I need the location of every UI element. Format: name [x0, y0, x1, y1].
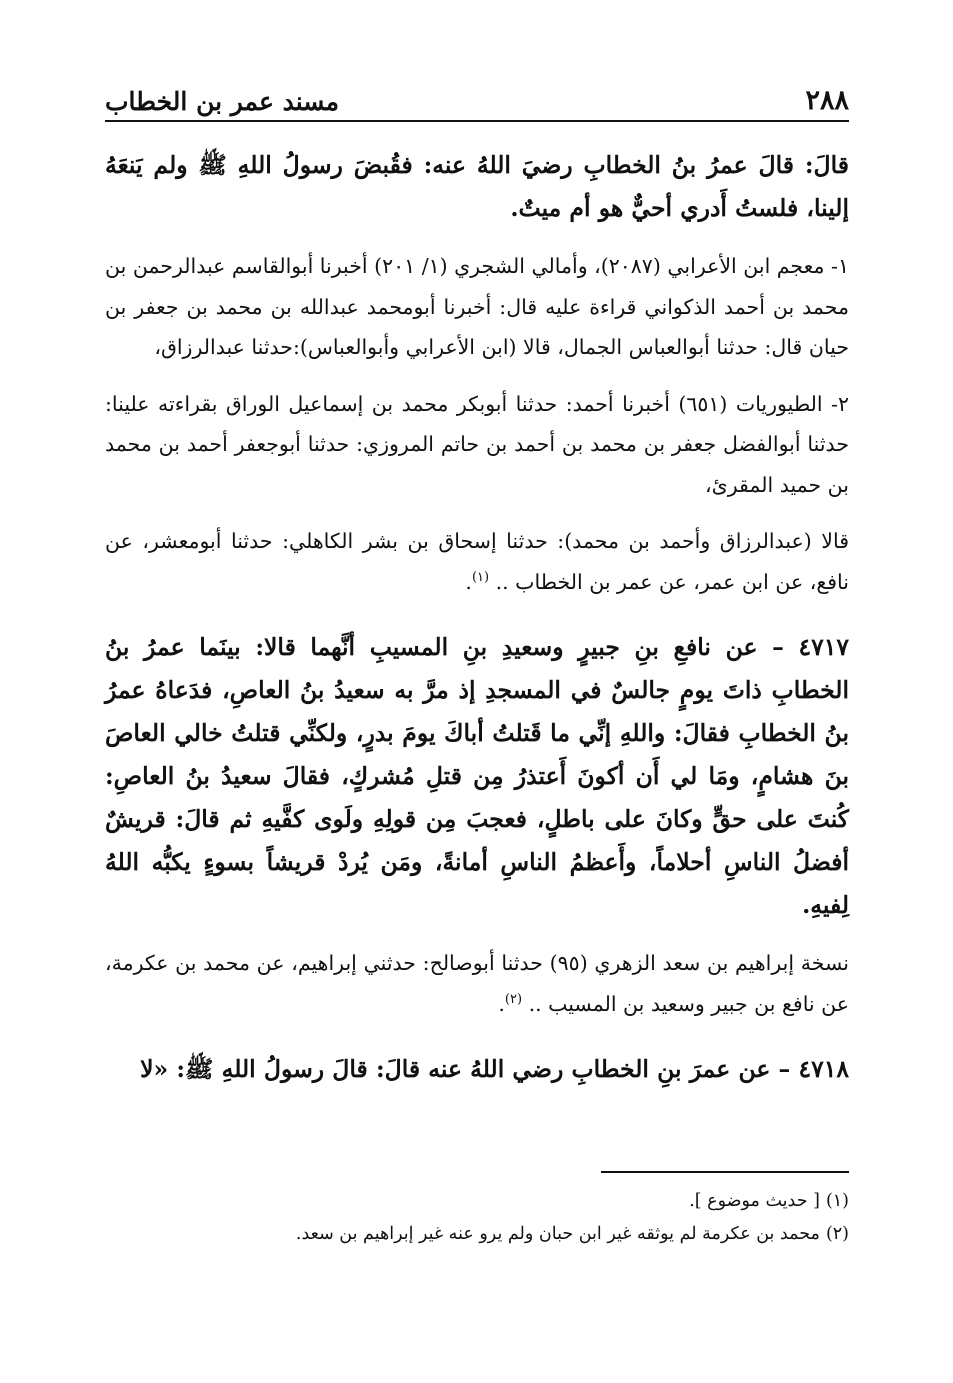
paragraph-text: قالَ: قالَ عمرُ بنُ الخطابِ رضيَ اللهُ عنه: فقُبضَ رسولُ اللهِ ﷺ ولم يَنعَهُ إلينا، فلستُ أَدري أحيٌّ هو أم ميتٌ. [105, 151, 849, 222]
running-title: مسند عمر بن الخطاب [105, 87, 339, 116]
footnote-reference: (١) [471, 569, 490, 585]
footnote-reference: (٢) [504, 991, 523, 1007]
hadith-4718 [105, 1048, 849, 1091]
source-paragraph [105, 246, 849, 368]
paragraph-end: . [465, 569, 472, 594]
paragraph-text: نسخة إبراهيم بن سعد الزهري (٩٥) حدثنا أبوصالح: حدثني إبراهيم، عن محمد بن عكرمة، عن نافع بن جبير وسعيد بن المسيب .. [105, 951, 850, 1016]
hadith-number: ٤٧١٧ [798, 633, 849, 661]
footnote-number: (٢) [825, 1224, 849, 1244]
paragraph-text: – عن عمرَ بنِ الخطابِ رضي اللهُ عنه قالَ: قالَ رسولُ اللهِ ﷺ: «لا [140, 1055, 799, 1083]
footnote-text: محمد بن عكرمة لم يوثقه غير ابن حبان ولم يرو عنه غير إبراهيم بن سعد. [295, 1224, 820, 1244]
hadith-4717 [105, 626, 849, 927]
footnote-number: (١) [825, 1191, 849, 1211]
footnote-text: [ حديث موضوع ]. [689, 1191, 820, 1211]
paragraph-text: قالا (عبدالرزاق وأحمد بن محمد): حدثنا إسحاق بن بشر الكاهلي: حدثنا أبومعشر، عن نافع، عن ابن عمر، عن عمر بن الخطاب .. [105, 529, 849, 594]
paragraph-text: ١- معجم ابن الأعرابي (٢٠٨٧)، وأمالي الشجري (١/ ٢٠١) أخبرنا أبوالقاسم عبدالرحمن بن محمد بن أحمد الذكواني قراءة عليه قال: أخبرنا أبومحمد عبدالله بن محمد بن جعفر بن حيان قال: حدثنا أبوالعباس الجمال، قالا (ابن الأعرابي وأبوالعباس):حدثنا عبدالرزاق، [105, 254, 849, 359]
footnote-item [105, 1185, 849, 1218]
footnote-divider [601, 1171, 849, 1173]
source-paragraph [105, 943, 849, 1024]
footnotes [105, 1185, 849, 1251]
page [105, 78, 850, 1244]
paragraph-text: – عن نافعِ بنِ جبيرٍ وسعيدِ بنِ المسيبِ أنَّهما قالا: بينَما عمرُ بنُ الخطابِ ذاتَ يومٍ جالسٌ في المسجدِ إذ مرَّ به سعيدُ بنُ العاصِ، فدَعاهُ عمرُ بنُ الخطابِ فقالَ: واللهِ إنِّي ما قَتلتُ أباكَ يومَ بدرٍ، ولكنِّي قتلتُ خالي العاصَ بنَ هشامٍ، ومَا لي أَن أكونَ أَعتذرُ مِن قتلِ مُشركٍ، فقالَ سعيدُ بنُ العاصِ: كُنتَ على حقٍّ وكانَ على باطلٍ، فعجبَ مِن قولِهِ ولَوى كفَّيهِ ثم قالَ: قريشٌ أفضلُ الناسِ أحلاماً، وأَعظمُ الناسِ أمانةً، ومَن يُردْ قريشاً بسوءٍ يكبُّه اللهُ لِفيهِ. [105, 633, 849, 919]
page-body [105, 144, 849, 1091]
source-paragraph [105, 521, 849, 602]
source-paragraph [105, 384, 849, 506]
hadith-continuation [105, 144, 849, 230]
page-header [105, 78, 849, 122]
page-number: ٢٨٨ [805, 85, 849, 116]
hadith-number: ٤٧١٨ [798, 1055, 849, 1083]
footnote-item [105, 1218, 849, 1251]
paragraph-end: . [498, 991, 505, 1016]
paragraph-text: ٢- الطيوريات (٦٥١) أخبرنا أحمد: حدثنا أبوبكر محمد بن إسماعيل الوراق بقراءته علينا: حدثنا أبوالفضل جعفر بن محمد بن أحمد بن حاتم المروزي: حدثنا أبوجعفر أحمد بن محمد بن حميد المقرئ، [105, 391, 849, 497]
